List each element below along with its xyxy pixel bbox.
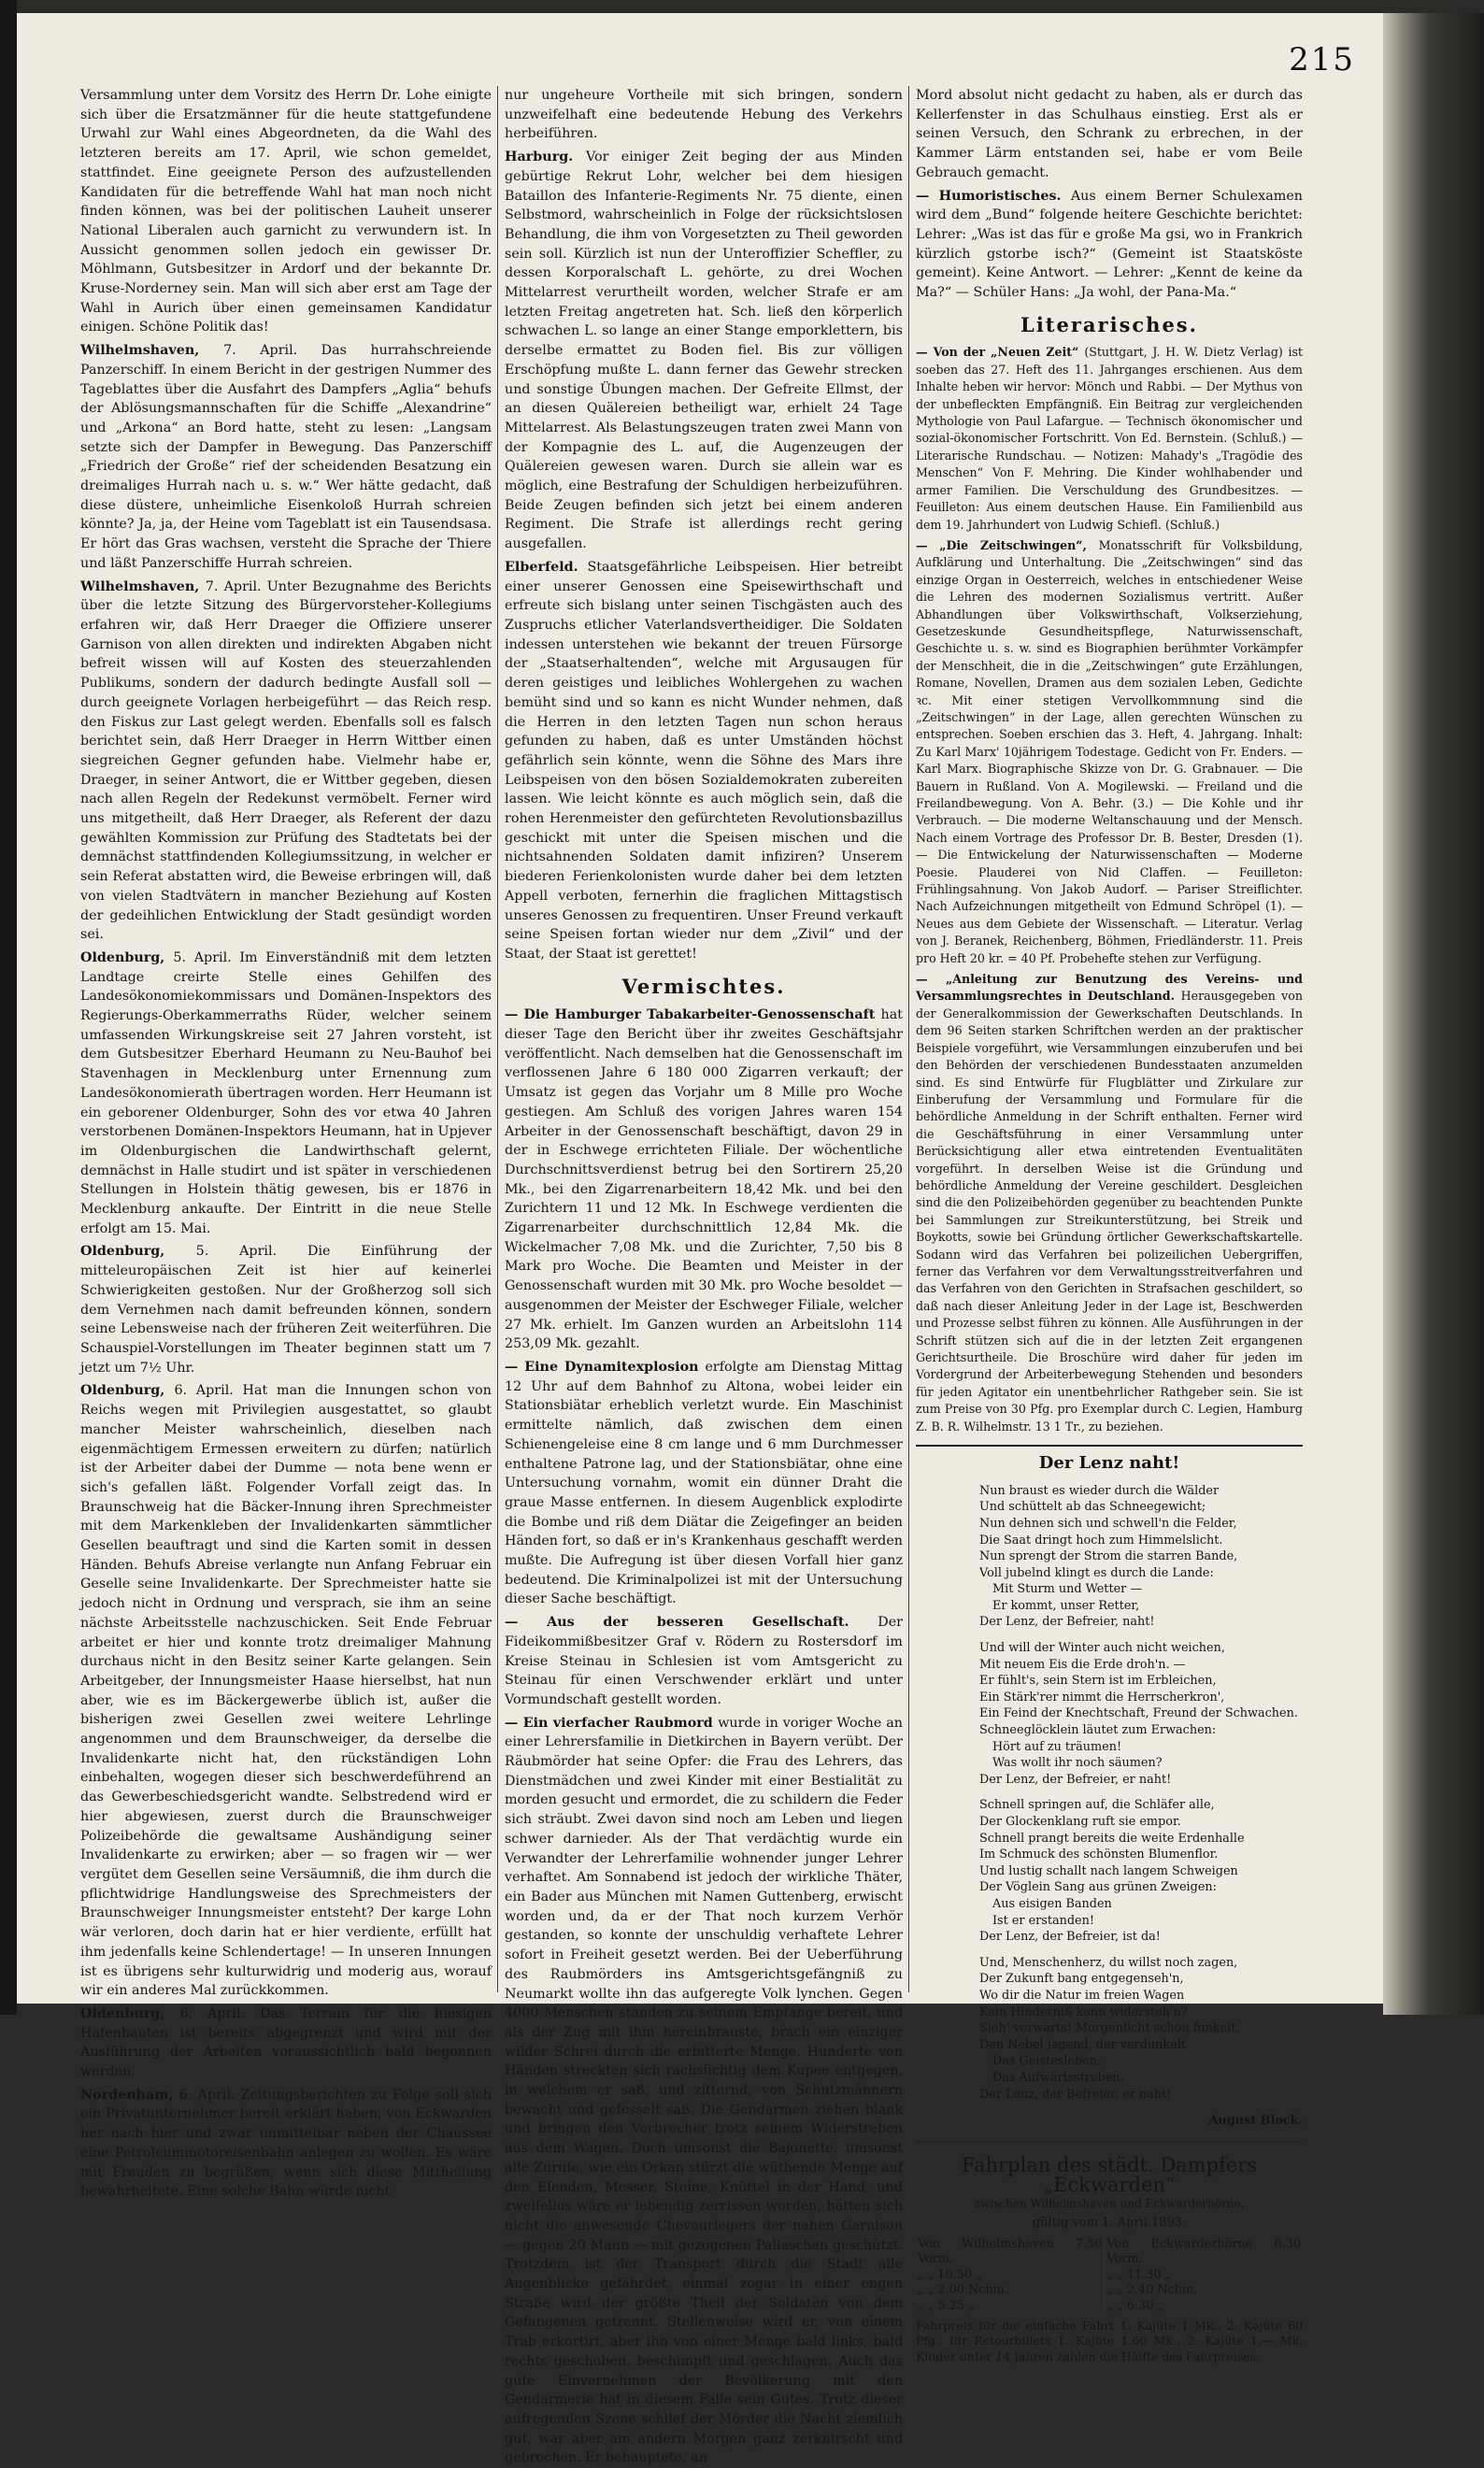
book-binding bbox=[1383, 13, 1484, 2015]
poem-line: Wo dir die Natur im freien Wagen bbox=[979, 1988, 1185, 2003]
newspaper-page bbox=[17, 13, 1420, 2466]
poem-line: Er kommt, unser Retter, bbox=[992, 1598, 1140, 1613]
timetable-cell: „ „ 2.00 Nchm. bbox=[918, 2283, 1008, 2298]
article-paragraph: — „Die Zeitschwingen“, Monatsschrift für Volksbildung, Aufklärung und Unterhaltung. Die „Zeitschwingen“ sind das einzige Organ in Oesterreich, welches in entschiedener Weise die Lehren des modernen Sozialismus vertritt. Außer Abhandlungen über Volkswirthschaft, Volkserziehung, Gesetzeskunde Gesundheitspflege, Naturwissenschaft, Geschichte u. s. w. sind es Biographien berühmter Vorkämpfer der Menschheit, die in die „Zeitschwingen“ gute Erzählungen, Romane, Novellen, Dramen aus dem sozialen Leben, Gedichte ꝛc. Mit einer stetigen Vervollkommnung sind die „Zeitschwingen“ in der Lage, allen gerechten Wünschen zu entsprechen. Soeben erschien das 3. Heft, 4. Jahrgang. Inhalt: Zu Karl Marx' 10jährigem Todestage. Gedicht von Fr. Enders. — Karl Marx. Biographische Skizze von Dr. G. Grabnauer. — Die Bauern in Rußland. Von A. Mogilewski. — Freiland und die Freilandbewegung. Von A. Behr. (3.) — Die Kohle und ihr Verbrauch. — Die moderne Weltanschauung und der Mensch. Nach einem Vortrage des Professor Dr. B. Bester, Dresden (1). — Die Entwickelung der Naturwissenschaften — Moderne Poesie. Plauderei von Nid Claffen. — Feuilleton: Frühlingsahnung. Von Jakob Audorf. — Pariser Streiflichter. Nach Aufzeichnungen mitgetheilt von Edmund Schröpel (1). — Neues aus dem Gebiete der Wissenschaft. — Literatur. Verlag von J. Beranek, Reichenberg, Böhmen, Friedländerstr. 11. Preis pro Heft 20 kr. = 40 Pf. Probehefte stehen zur Verfügung. bbox=[916, 537, 1303, 965]
article-lead: Wilhelmshaven, bbox=[80, 343, 224, 359]
poem-line: Nun dehnen sich und schwell'n die Felder, bbox=[979, 1516, 1237, 1531]
article-lead: — Humoristisches. bbox=[916, 188, 1071, 204]
timetable-cell: Von Eckwarderhörne 8.30 Vorm. bbox=[1105, 2237, 1303, 2268]
timetable-cell: „ „ 11.30 „ bbox=[1105, 2268, 1303, 2284]
timetable-cell: „ „ 5.25 „ bbox=[918, 2299, 975, 2313]
article-lead: Nordenham, bbox=[80, 2087, 179, 2103]
poem-line: Der Glockenklang ruft sie empor. bbox=[979, 1815, 1181, 1830]
scan-edge bbox=[0, 0, 17, 2015]
article-lead: Elberfeld. bbox=[505, 559, 588, 575]
poem-stanza bbox=[979, 1797, 1303, 1945]
poem-line: Mit neuem Eis die Erde droh'n. — bbox=[979, 1657, 1186, 1672]
page-number: 215 bbox=[1289, 41, 1355, 78]
column-2 bbox=[505, 86, 903, 2466]
poem-line: Der Lenz, der Befreier, ist da! bbox=[979, 1930, 1161, 1945]
poem-line: Der Lenz, der Befreier, er naht! bbox=[979, 2087, 1172, 2102]
section-divider bbox=[916, 2141, 1303, 2143]
poem-line: Ist er erstanden! bbox=[992, 1913, 1095, 1928]
poem-stanza bbox=[979, 1955, 1303, 2103]
poem-line: Der Vöglein Sang aus grünen Zweigen: bbox=[979, 1880, 1217, 1895]
poem-line: Schnell springen auf, die Schläfer alle, bbox=[979, 1798, 1215, 1813]
poem-line: Den Nebel jagend, der verdunkelt bbox=[979, 2037, 1186, 2052]
column-3 bbox=[916, 86, 1303, 2363]
column-rule bbox=[908, 86, 909, 1992]
poem-line: Das Aufwärtsstreben. bbox=[992, 2070, 1124, 2085]
poem-line: Ein Feind der Knechtschaft, Freund der Schwachen. bbox=[979, 1706, 1298, 1721]
article-paragraph: Oldenburg, 6. April. Hat man die Innungen schon von Reichs wegen mit Privilegien ausgestattet, so glaubt mancher Meister wahrscheinlich, dieselben nach eigenmächtigem Ermessen erweitern zu dürfen; natürlich ist der Arbeiter dabei der Dumme — nota bene wenn er sich's gefallen läßt. Folgender Vorfall zeigt das. In Braunschweig hat die Bäcker-Innung ihren Sprechmeister mit dem Markenkleben der Invalidenkarten sämmtlicher Gesellen beauftragt und sind die Karten somit in dessen Händen. Behufs Abreise verlangte nun Anfang Februar ein Geselle seine Invalidenkarte. Der Sprechmeister hatte sie jedoch nicht in Ordnung und versprach, sie ihm an seine nächste Arbeitsstelle nachzuschicken. Seit Ende Februar arbeitet er hier und konnte trotz dreimaliger Mahnung durchaus nicht in den Besitz seiner Karte gelangen. Sein Arbeitgeber, der Innungsmeister Haase hierselbst, hat nun aber, wie es im Bäckergewerbe üblich ist, außer die bisherigen zwei Gesellen zwei weitere Lehrlinge angenommen und dem Braunschweiger, da derselbe die Invalidenkarte nicht hat, den rückständigen Lohn einbehalten, wogegen dieser sich beschwerdeführend an das Gewerbeschiedsgericht wandte. Selbstredend wird er hier abgewiesen, zuerst durch die Braunschweiger Polizeibehörde die gewaltsame Aushändigung seiner Invalidenkarte zu erwirken; aber — so fragen wir — wer vergütet dem Gesellen seine Versäumniß, die ihm durch die pflichtwidrige Handlungsweise des Sprechmeisters der Braunschweiger Innungsmeister entsteht? Der karge Lohn wär verloren, doch darin hat er hier verdiente, erfüllt hat ihm jedenfalls keine Schlendertage! — In unseren Innungen ist es übrigens sehr kulturwidrig und moderig aus, worauf wir ein anderes Mal zurückkommen. bbox=[80, 1383, 492, 1999]
article-lead: — „Die Zeitschwingen“, bbox=[916, 537, 1099, 552]
poem-line: Und will der Winter auch nicht weichen, bbox=[979, 1641, 1225, 1656]
article-lead: Oldenburg, bbox=[80, 1244, 196, 1260]
poem-line: Im Schmuck des schönsten Blumenflor. bbox=[979, 1847, 1219, 1862]
timetable-title: Fahrplan des städt. Dampfers „Eckwarden“ bbox=[961, 2153, 1258, 2196]
poem-stanza bbox=[979, 1483, 1303, 1631]
article-paragraph: Nordenham, 6. April. Zeitungsberichten zu Folge soll sich ein Privatunternehmer bereit erklärt haben, von Eckwarden her nach hier und zwar unmittelbar neben der Chaussee eine Petroleummotoreisenbahn anlegen zu wollen. Es wäre mit Freuden zu begrüßen, wenn sich diese Mittheilung bewahrheitete. Eine solche Bahn würde nicht bbox=[80, 2087, 492, 2200]
article-paragraph: Oldenburg, 5. April. Die Einführung der mitteleuropäischen Zeit ist hier auf keinerlei Schwierigkeiten gestoßen. Nur der Großherzog soll sich dem Vernehmen nach damit befreunden können, sondern seine Lebensweise nach der früheren Zeit weiterführen. Die Schauspiel-Vorstellungen im Theater beginnen statt um 7 jetzt um 7½ Uhr. bbox=[80, 1244, 492, 1376]
timetable-cell: „ „ 10.50 „ bbox=[918, 2267, 982, 2282]
timetable-footer: Fahrpreis für die einfache Fahrt 1. Kajüte 1 Mk., 2. Kajüte 60 Pfg., für Retourbillets 1. Kajüte 1.60 Mk., 2. Kajüte 1,— Mk. Kinder unter 14 Jahren zahlen die Hälfte des Fahrpreises. bbox=[916, 2318, 1303, 2363]
poem-line: Und lustig schallt nach langem Schweigen bbox=[979, 1863, 1238, 1878]
poem-author: August Block. bbox=[1208, 2114, 1303, 2129]
column-1 bbox=[80, 86, 492, 2200]
poem-line: Und schüttelt ab das Schneegewicht; bbox=[979, 1500, 1206, 1515]
article-paragraph: nur ungeheure Vortheile mit sich bringen, sondern unzweifelhaft eine bedeutende Hebung des Verkehrs herbeiführen. bbox=[505, 88, 903, 142]
section-divider bbox=[916, 1445, 1303, 1447]
poem-line: Nun braust es wieder durch die Wälder bbox=[979, 1483, 1220, 1498]
poem-line: Was wollt ihr noch säumen? bbox=[992, 1756, 1163, 1771]
poem-line: Schneeglöcklein läutet zum Erwachen: bbox=[979, 1723, 1217, 1738]
article-paragraph: — Von der „Neuen Zeit“ (Stuttgart, J. H. W. Dietz Verlag) ist soeben das 27. Heft des 11. Jahrganges erschienen. Aus dem Inhalte heben wir hervor: Mönch und Rabbi. — Der Mythus von der unbefleckten Empfängniß. Ein Beitrag zur vergleichenden Mythologie von Paul Lafargue. — Technisch ökonomischer und sozial-ökonomischer Fortschritt. Von Ed. Bernstein. (Schluß.) — Literarische Rundschau. — Notizen: Mahady's „Tragödie des Menschen“ Von F. Mehring. Die Kinder wohlhabender und armer Familien. Die Verschuldung des Grundbesitzes. — Feuilleton: Aus einem deutschen Hause. Ein Familienbild aus dem 19. Jahrhundert von Ludwig Schiefl. (Schluß.) bbox=[916, 345, 1303, 532]
poem-line: Der Zukunft bang entgegenseh'n, bbox=[979, 1972, 1184, 1987]
poem-line: Kein Hinderniß kann widersteh'n? bbox=[979, 2004, 1188, 2019]
poem-line: Aus eisigen Banden bbox=[992, 1896, 1112, 1911]
timetable-row bbox=[916, 2283, 1303, 2299]
timetable-row bbox=[916, 2237, 1303, 2268]
article-lead: Oldenburg, bbox=[80, 2005, 180, 2021]
article-lead: Oldenburg, bbox=[80, 949, 174, 965]
poem-line: Und, Menschenherz, du willst noch zagen, bbox=[979, 1955, 1238, 1970]
poem-title: Der Lenz naht! bbox=[1038, 1453, 1180, 1474]
section-title: Vermischtes. bbox=[621, 974, 786, 998]
article-paragraph: Elberfeld. Staatsgefährliche Leibspeisen. Hier betreibt einer unserer Genossen eine Speisewirthschaft und erfreute sich bislang unter seinen Tischgästen auch des Zuspruchs etlicher Vaterlandsvertheidiger. Die Soldaten indessen unterstehen wie bekannt der treuen Fürsorge der „Staatserhaltenden“, welche mit Argusaugen für deren geistiges und leibliches Wohlergehen zu wachen bemüht sind und so kann es nicht Wunder nehmen, daß die Herren in den letzten Tagen nun schon heraus gefunden zu haben, daß es unter Umständen höchst gefährlich sein könnte, wenn die Söhne des Mars ihre Leibspeisen von den bösen Sozialdemokraten zubereiten lassen. Wie leicht könnte es auch möglich sein, daß die rohen Herenmeister den gefürchteten Revolutionsbazillus geschickt mit unter die Speisen mischen und die nichtsahnenden Soldaten damit infiziren? Unserem biederen Ferienkolonisten wurde daher bei dem letzten Appell verboten, fernerhin die fraglichen Mittagstisch unseres Genossen zu frequentiren. Unser Freund verkauft seine Speisen fortan wieder nur dem „Zivil“ und der Staat, der Staat ist gerettet! bbox=[505, 559, 903, 962]
timetable-cell: Von Wilhelmshaven 7.50 Vorm. bbox=[918, 2236, 1103, 2267]
article-paragraph: Oldenburg, 5. April. Im Einverständniß mit dem letzten Landtage creirte Stelle eines Gehilfen des Landesökonomiekommissars und Domänen-Inspektors des Regierungs-Oberkammerraths Rüder, welcher seinem umfassenden Wirkungskreise seit 27 Jahren vorsteht, ist dem Gutsbesitzer Eberhard Heumann zu Neu-Bauhof bei Stavenhagen in Mecklenburg unter Ernennung zum Landesökonomierath übertragen worden. Herr Heumann ist ein geborener Oldenburger, Sohn des vor etwa 40 Jahren verstorbenen Domänen-Inspektors Heumann, hat in Upjever im Oldenburgischen die Landwirthschaft gelernt, demnächst in Halle studirt und ist später in verschiedenen Stellungen in Holstein thätig gewesen, bis er 1876 in Mecklenburg ankaufte. Der Eintritt in die neue Stelle erfolgt am 15. Mai. bbox=[80, 949, 492, 1236]
poem-line: Das Geistesleben, bbox=[992, 2054, 1102, 2069]
timetable-subtitle: zwischen Wilhelmshaven und Eckwarderhörne, bbox=[974, 2197, 1245, 2211]
article-lead: Harburg. bbox=[505, 150, 586, 165]
section-title: Literarisches. bbox=[1020, 312, 1198, 336]
poem-line: Voll jubelnd klingt es durch die Lande: bbox=[979, 1565, 1214, 1580]
poem-line: Die Saat dringt hoch zum Himmelslicht. bbox=[979, 1533, 1223, 1548]
article-paragraph: Versammlung unter dem Vorsitz des Herrn Dr. Lohe einigte sich über die Ersatzmänner für die heute stattgefundene Urwahl zur Wahl eines Abgeordneten, da die Wahl des letzteren bereits am 17. April, wie schon gemeldet, stattfindet. Eine geeignete Person des aufzustellenden Kandidaten für die betreffende Wahl hat man noch nicht finden können, was bei der politischen Lauheit unserer National Liberalen auch garnicht zu verwundern ist. In Aussicht genommen sollen jedoch ein gewisser Dr. Möhlmann, Gutsbesitzer in Ardorf und der bekannte Dr. Kruse-Norderney sein. Man will sich aber erst am Tage der Wahl in Aurich über einen gemeinsamen Kandidatur einigen. Schöne Politik das! bbox=[80, 88, 492, 335]
poem-line: Er fühlt's, sein Stern ist im Erbleichen, bbox=[979, 1674, 1217, 1689]
article-paragraph: — Ein vierfacher Raubmord wurde in voriger Woche an einer Lehrersfamilie in Dietkirchen in Bayern verübt. Der Räubmörder hat seine Opfer: die Frau des Lehrers, das Dienstmädchen und zwei Kinder mit einer Bestialität zu morden gesucht und ermordet, die zu schildern die Feder sich sträubt. Zwei davon sind noch am Leben und liegen schwer darnieder. Als der That verdächtig wurde ein Verwandter der Lehrerfamilie wohnender junger Lehrer verhaftet. Am Sonnabend ist jedoch der wirkliche Thäter, ein Bader aus München mit Namen Guttenberg, erwischt worden und, da er der That noch kurzem Verhör gestanden, so konnte der unschuldig verhaftete Lehrer sofort in Freiheit gesetzt werden. Bei der Ueberführung des Raubmörders ins Amtsgerichtsgefängniß zu Neumarkt wollte ihn das aufgeregte Volk lynchen. Gegen 4000 Menschen standen zu seinem Empfange bereit, und als der Zug mit ihm hereinbrauste, brach ein einziger wilder Schrei durch die erbitterte Menge. Hunderte von Händen streckten sich rachsüchtig dem Kupee entgegen, in welchem er saß, und zitternd, von Schutzmännern bewacht und gefesselt saß. Die Gendarmen ziehen blank und bringen den Verbrecher trotz seinem Widerstreben aus dem Wagen. Doch umsonst die Bajonette, umsonst alle Zurufe, wie ein Orkan stürzt die wüthende Menge auf den Elenden, Messer, Steine, Knüttel in der Hand, und zweifellos wäre er lebendig zerrissen worden, hätten sich nicht die anwesende Chevaurlegers der nahen Garnison — gegen 20 Mann — mit gezogenen Pallaschen geschützt. Trotzdem ist der Transport durch die Stadt alle Augenblicke gefährdet, einmal zogar in einer engen Straße wird der größte Theil der Soldaten von dem Gefangenen getrennt. Stellenweise wird er, von einem Trab erkortirt, aber ihn von einer Menge bald links, bald rechts geschoben, beschimpft und geschlagen. Auch das gute Einvernehmen der Bevölkerung mit den Gendarmerie hat in diesem Falle sein Gutes. Trotz dieser aufregenden Szene schlief der Mörder die Nacht ziemlich gut, war aber am andern Morgen ganz zerknirscht und gebrochen. Er behauptete, an bbox=[505, 1715, 903, 2466]
poem-line: Der Lenz, der Befreier, naht! bbox=[979, 1615, 1155, 1630]
article-lead: Oldenburg, bbox=[80, 1383, 175, 1399]
timetable-date: gültig vom 1. April 1893. bbox=[1032, 2215, 1187, 2230]
article-lead: — Die Hamburger Tabakarbeiter-Genossenschaft bbox=[505, 1007, 881, 1023]
article-paragraph: Harburg. Vor einiger Zeit beging der aus Minden gebürtige Rekrut Lohr, welcher bei dem hiesigen Bataillon des Infanterie-Regiments Nr. 75 diente, einen Selbstmord, wahrscheinlich in Folge der rücksichtslosen Behandlung, die ihm von Vorgesetzten zu Theil geworden sein soll. Kürzlich ist nun der Unteroffizier Scheffler, zu dessen Korporalschaft L. gehörte, zu drei Wochen Mittelarrest verurtheilt worden, welcher Strafe er am letzten Freitag angetreten hat. Sch. ließ den körperlich schwachen L. so lange an einer Stange emporklettern, bis derselbe ermattet zu Boden fiel. Bis zur völligen Erschöpfung mußte L. dann ferner das Gewehr strecken und sonstige Übungen machen. Der Gefreite Ellmst, der an diesen Quälereien betheiligt war, erhielt 24 Tage Mittelarrest. Als Belastungszeugen traten zwei Mann von der Kompagnie des L. auf, die Augenzeugen der Quälereien gewesen waren. Durch sie allein war es möglich, eine Bestrafung der Schuldigen herbeizuführen. Beide Zeugen befinden sich jetzt bei einem anderen Regiment. Die Strafe ist allerdings recht gering ausgefallen. bbox=[505, 150, 903, 552]
poem-line: Ein Stärk'rer nimmt die Herrscherkron', bbox=[979, 1690, 1225, 1705]
poem-line: Mit Sturm und Wetter — bbox=[992, 1582, 1143, 1597]
article-lead: — Aus der besseren Gesellschaft. bbox=[505, 1615, 878, 1631]
article-paragraph: Oldenburg, 6. April. Das Terrain für die hiesigen Hafenbauten ist bereits abgegrenzt und wird mit der Ausführung der Arbeiten voraussichtlich bald begonnen werden. bbox=[80, 2005, 492, 2080]
poem-line: Hört auf zu träumen! bbox=[992, 1739, 1122, 1754]
column-rule bbox=[497, 86, 498, 1992]
article-paragraph: Mord absolut nicht gedacht zu haben, als er durch das Kellerfenster in das Schulhaus einstieg. Erst als er seinen Versuch, den Schrank zu erbrechen, in der Kammer Lärm entstanden sei, habe er vom Beile Gebrauch gemacht. bbox=[916, 88, 1303, 180]
article-paragraph: — Aus der besseren Gesellschaft. Der Fideikommißbesitzer Graf v. Rödern zu Rostersdorf im Kreise Steinau in Schlesien ist vom Amtsgericht zu Steinau für einen Verschwender erklärt und unter Vormundschaft gestellt worden. bbox=[505, 1615, 903, 1707]
article-lead: — „Anleitung zur Benutzung des Vereins- und Versammlungsrechtes in Deutschland. bbox=[916, 972, 1303, 1004]
poem-line: Sieh' vorwärts! Morgenlicht schon funkelt, bbox=[979, 2021, 1240, 2036]
article-lead: — Von der „Neuen Zeit“ bbox=[916, 345, 1085, 360]
timetable-cell: „ „ 6.30 „ bbox=[1105, 2299, 1303, 2315]
timetable-cell: „ „ 2.40 Nchm. bbox=[1105, 2283, 1303, 2299]
poem-line: Der Lenz, der Befreier, er naht! bbox=[979, 1772, 1172, 1787]
article-paragraph: — „Anleitung zur Benutzung des Vereins- und Versammlungsrechtes in Deutschland. Herausgegeben von der Generalkommission der Gewerkschaften Deutschlands. In dem 96 Seiten starken Schriftchen werden an der praktischer Beispiele vorgeführt, wie Versammlungen einzuberufen und bei den Behörden der verschiedenen Bundesstaaten anzumelden sind. Es sind Entwürfe für Flugblätter und Zirkulare zur Einberufung der Versammlung und Formulare für die behördliche Anmeldung in der Schrift enthalten. Ferner wird die Geschäftsführung in einer Versammlung unter Berücksichtigung aller etwa eintretenden Eventualitäten vorgeführt. In derselben Weise ist die Gründung und behördliche Anmeldung der Vereine geschildert. Desgleichen sind die den Polizeibehörden gegenüber zu beachtenden Punkte bei Sammlungen zur Streikunterstützung, bei Streik und Boykotts, sowie bei Gründung örtlicher Gewerkschaftskartelle. Sodann wird das Verfahren bei polizeilichen Uebergriffen, ferner das Verfahren vor dem Verwaltungsstreitverfahren und das Verfahren von den Gerichten in Strafsachen geschildert, so daß nach dieser Anleitung Jeder in der Lage ist, Beschwerden und Prozesse selbst führen zu können. Alle Ausführungen in der Schrift stützen sich auf die in der letzten Zeit ergangenen Gerichtsurtheile. Die Broschüre wird daher für jeden im Vordergrund der Arbeiterbewegung Stehenden und besonders für jeden Agitator ein unentbehrlicher Rathgeber sein. Sie ist zum Preise von 30 Pfg. pro Exemplar durch C. Legien, Hamburg Z. B. R. Wilhelmstr. 13 1 Tr., zu beziehen. bbox=[916, 972, 1303, 1434]
poem-stanza bbox=[979, 1640, 1303, 1788]
timetable-row bbox=[916, 2299, 1303, 2315]
article-paragraph: Wilhelmshaven, 7. April. Unter Bezugnahme des Berichts über die letzte Sitzung des Bürgervorsteher-Kollegiums erfahren wir, daß Herr Draeger die Offiziere unserer Garnison von allen direkten und indirekten Abgaben nicht befreit wissen will auf Kosten des steuerzahlenden Publikums, sondern der dadurch bedingte Ausfall soll — durch geeignete Vorlagen herbeigeführt — das Reich resp. den Fiskus zur Last gelegt werden. Ebenfalls soll es falsch berichtet sein, daß Herr Draeger in Herrn Wittber einen siegreichen Gegner gefunden habe. Vielmehr habe er, Draeger, in seiner Antwort, die er Wittber gegeben, diesen nach allen Regeln der Redekunst vermöbelt. Ferner wird uns mitgetheilt, daß Herr Draeger, als Referent der dazu gewählten Kommission zur Prüfung des Stadtetats bei der demnächst stattfindenden Kollegiumssitzung, in welcher er sein Referat abstatten wird, die Beweise erbringen will, daß von vielen Stadtvätern in mancher Beziehung auf Kosten der gedeihlichen Entwicklung der Stadt gesündigt worden sei. bbox=[80, 578, 492, 943]
article-lead: — Eine Dynamitexplosion bbox=[505, 1360, 706, 1375]
article-paragraph: — Die Hamburger Tabakarbeiter-Genossenschaft hat dieser Tage den Bericht über ihr zweites Geschäftsjahr veröffentlicht. Nach demselben hat die Genossenschaft im verflossenen Jahre 6 180 000 Zigarren verkauft; der Umsatz ist gegen das Vorjahr um 8 Mille pro Woche gestiegen. Am Schluß des vorigen Jahres waren 154 Arbeiter in der Genossenschaft beschäftigt, davon 29 in der in Eschwege errichteten Filiale. Der wöchentliche Durchschnittsverdienst betrug bei den Sortirern 25,20 Mk., bei den Zigarrenarbeitern 18,42 Mk. und bei den Zurichtern 11 und 12 Mk. In Eschwege verdienten die Zigarrenarbeiter durchschnittlich 12,84 Mk. die Wickelmacher 7,08 Mk. und die Zurichter, 7,50 bis 8 Mark pro Woche. Die Beamten und Meister in der Genossenschaft wurden mit 30 Mk. pro Woche besoldet — ausgenommen der Meister der Eschweger Filiale, welcher 27 Mk. erhielt. Im Ganzen wurden an Arbeitslohn 114 253,09 Mk. gezahlt. bbox=[505, 1007, 903, 1352]
poem-line: Nun sprengt der Strom die starren Bande, bbox=[979, 1549, 1238, 1564]
article-paragraph: Wilhelmshaven, 7. April. Das hurrahschreiende Panzerschiff. In einem Bericht in der gestrigen Nummer des Tageblattes über die Ausfahrt des Dampfers „Aglia“ behufs der Ablösungsmannschaften für die Schiffe „Alexandrine“ und „Arkona“ an Bord hatte, steht zu lesen: „Langsam setzte sich der Dampfer in Bewegung. Das Panzerschiff „Friedrich der Große“ rief der scheidenden Besatzung ein dreimaliges Hurrah nach u. s. w.“ Wer hätte gedacht, daß diese düstere, unheimliche Eisenkoloß Hurrah schreien könnte? Ja, ja, der Heine vom Tageblatt ist ein Tausendsasa. Er hört das Gras wachsen, versteht die Sprache der Thiere und läßt Panzerschiffe Hurrah schreien. bbox=[80, 343, 492, 571]
article-lead: — Ein vierfacher Raubmord bbox=[505, 1715, 719, 1731]
timetable-row bbox=[916, 2268, 1303, 2284]
poem-line: Schnell prangt bereits die weite Erdenhalle bbox=[979, 1831, 1245, 1846]
article-paragraph: — Humoristisches. Aus einem Berner Schulexamen wird dem „Bund“ folgende heitere Geschichte berichtet: Lehrer: „Was ist das für e große Ma gsi, wo in Frankrich kürzlich gstorbe isch?“ (Gemeint ist Staatsköste gemeint). Keine Antwort. — Lehrer: „Kennt de keine da Ma?“ — Schüler Hans: „Ja wohl, der Pana-Ma.“ bbox=[916, 188, 1303, 301]
poem-body bbox=[916, 1483, 1303, 2103]
article-paragraph: — Eine Dynamitexplosion erfolgte am Dienstag Mittag 12 Uhr auf dem Bahnhof zu Altona, wobei leider ein Stationsbiätar erheblich verletzt wurde. Ein Maschinist ermittelte nämlich, daß zwischen dem einen Schienengeleise eine 8 cm lange und 6 mm Durchmesser enthaltene Patrone lag, und der Stationsbiätar, ohne eine Untersuchung vornahm, womit ein dünner Draht die graue Masse entfernen. In diesem Augenblick explodirte die Bombe und riß dem Diätar die Zeigefinger an beiden Händen fort, so daß er in's Krankenhaus geschafft werden mußte. Die Aufregung ist über diesen Vorfall hier ganz bedeutend. Die Kriminalpolizei ist mit der Untersuchung dieser Sache beschäftigt. bbox=[505, 1360, 903, 1607]
article-lead: Wilhelmshaven, bbox=[80, 578, 206, 594]
timetable bbox=[916, 2237, 1303, 2315]
